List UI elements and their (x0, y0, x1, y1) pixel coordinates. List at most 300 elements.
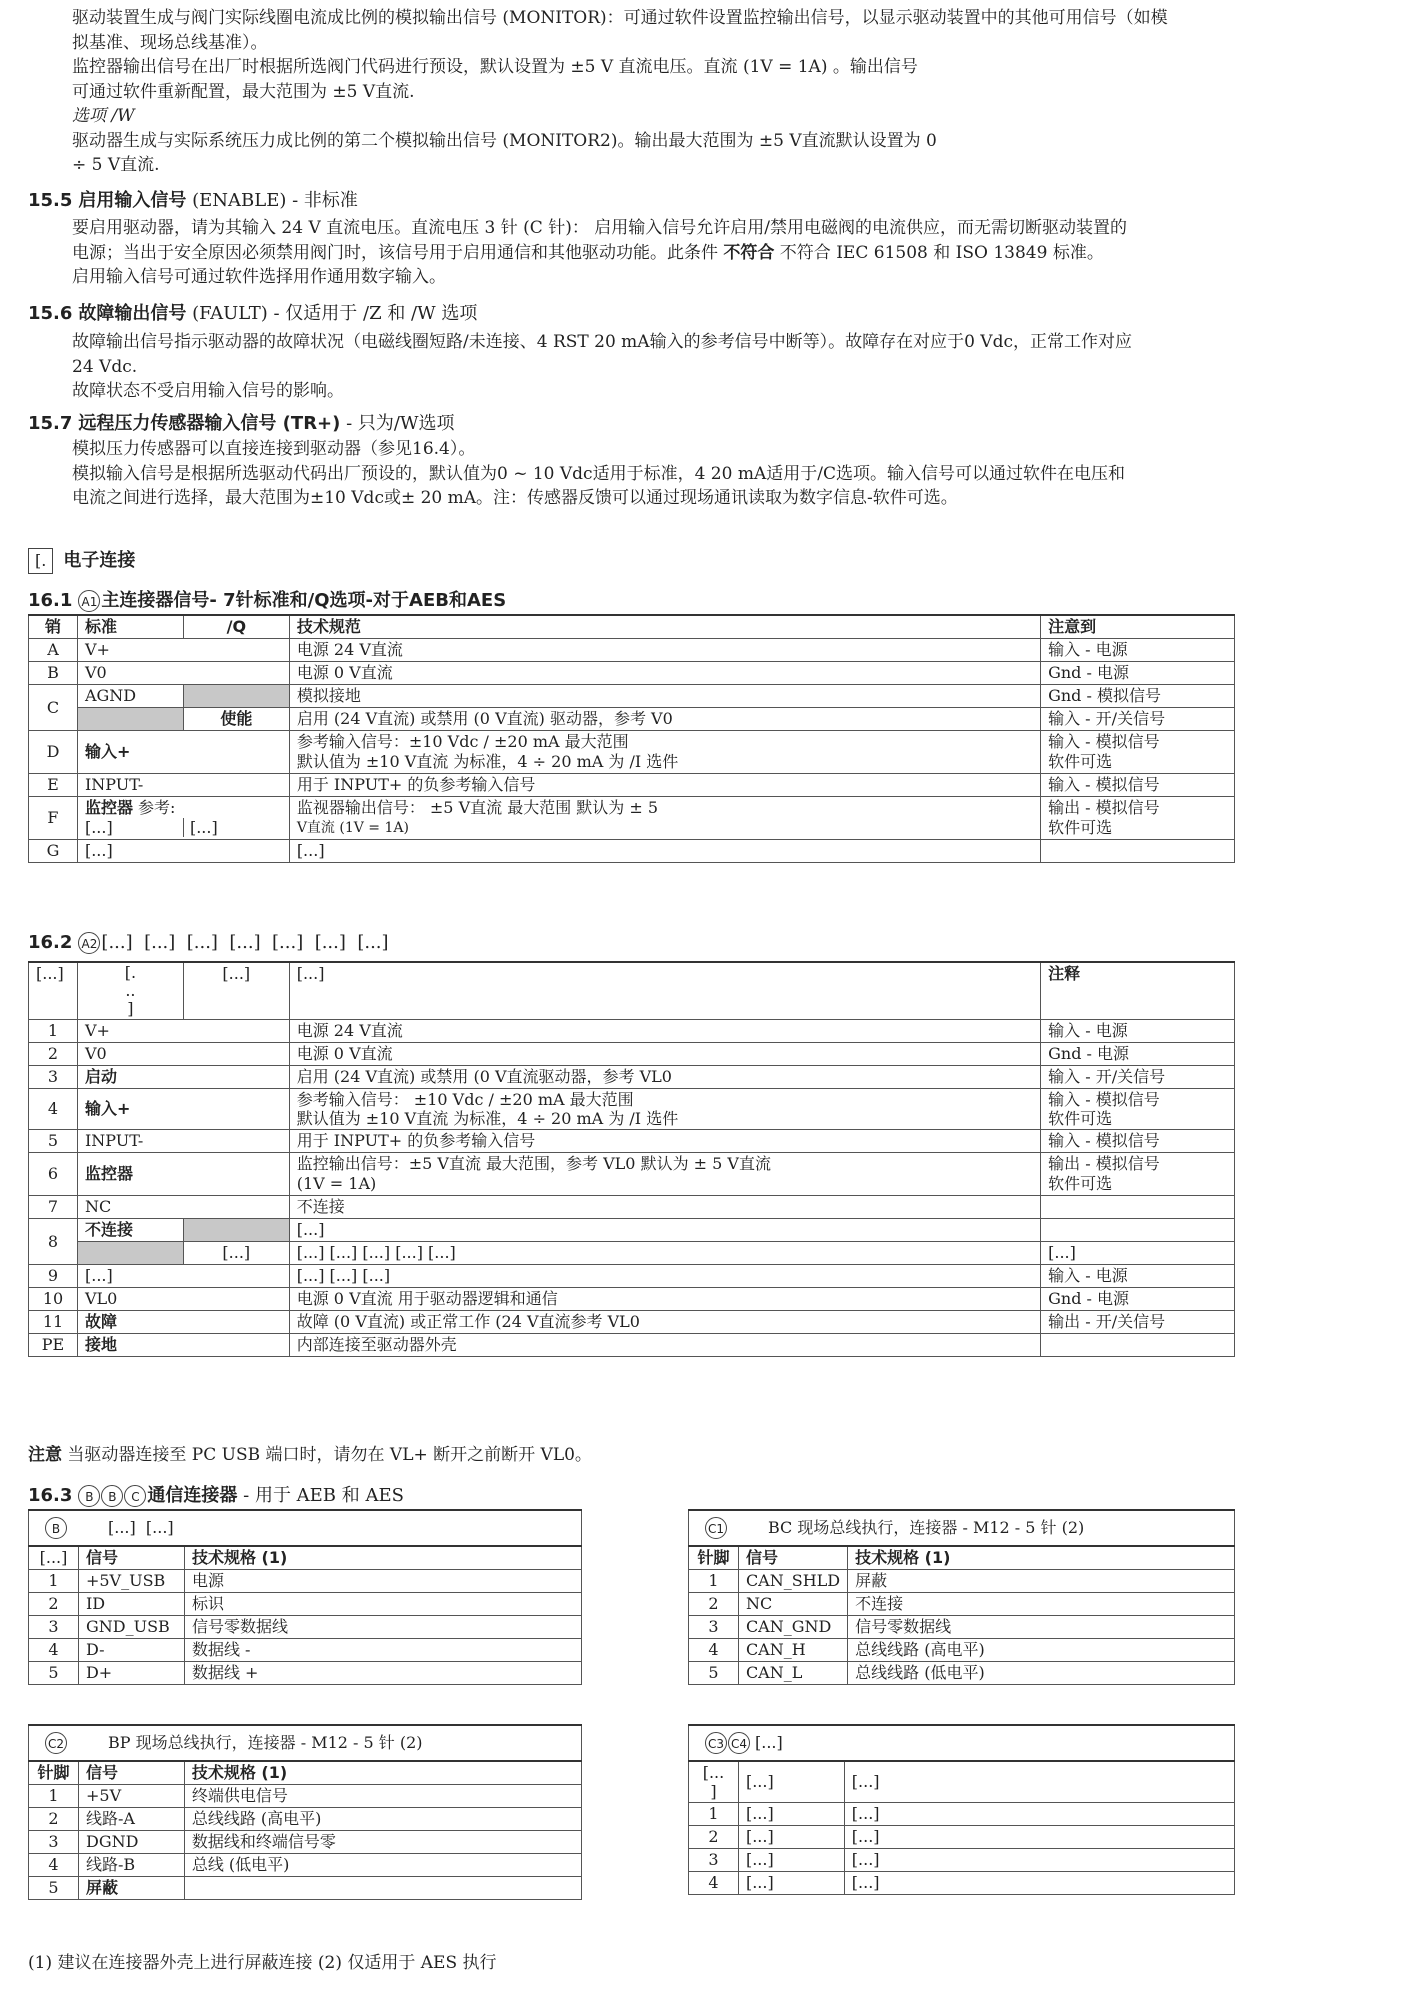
table-row (29, 1020, 1235, 1043)
note-cell (1041, 1196, 1235, 1219)
table-row (29, 639, 1235, 662)
spec-cell: 电源 24 V直流 (289, 1020, 1040, 1043)
table-row (29, 1808, 582, 1831)
header-spec: 技术规格 (1) (848, 1546, 1235, 1570)
pin-cell: 9 (29, 1265, 78, 1288)
text-line: 模拟压力传感器可以直接连接到驱动器（参见16.4）。 (72, 439, 476, 459)
pin-cell: 4 (29, 1639, 79, 1662)
pin-cell: 1 (29, 1020, 78, 1043)
signal-cell: 输入+ (77, 1089, 289, 1130)
signal-cell: 启动 (77, 1066, 289, 1089)
header-pin: 销 (29, 615, 78, 639)
na-cell (183, 1219, 289, 1242)
note-cell: 输入 - 电源 (1041, 1020, 1235, 1043)
spec-cell: 启用 (24 V直流) 或禁用 (0 V直流驱动器，参考 VL0 (289, 1066, 1040, 1089)
text-line: 驱动器生成与实际系统压力成比例的第二个模拟输出信号 (MONITOR2)。输出最大范围为 ±5 V直流默认设置为 0 (72, 130, 937, 151)
note-line: 软件可选 (1048, 818, 1113, 837)
note-cell (1041, 1153, 1235, 1196)
section-number: 16.3 (28, 1485, 73, 1506)
header-line: [. (124, 963, 137, 982)
pin-cell: 6 (29, 1153, 78, 1196)
bc-fieldbus-table (688, 1509, 1235, 1685)
table-title-text: BC 现场总线执行，连接器 - M12 - 5 针 (2) (768, 1517, 1085, 1537)
table-row (29, 1616, 582, 1639)
spec-cell (289, 1089, 1040, 1130)
signal-line (85, 818, 282, 838)
pin-cell: F (29, 797, 78, 840)
section-title: 故障输出信号 (78, 303, 187, 324)
pin-cell: 4 (689, 1872, 739, 1895)
spec-cell (289, 1153, 1040, 1196)
pin-cell: 2 (689, 1826, 739, 1849)
note-cell: 输入 - 模拟信号 (1041, 1130, 1235, 1153)
text-line (72, 241, 1272, 266)
section-title: 主连接器信号- 7针标准和/Q选项-对于AEB和AES (101, 590, 507, 611)
spec-cell: 信号零数据线 (184, 1616, 581, 1639)
note-label: 注意 (28, 1445, 62, 1465)
spec-line: 监视器输出信号： ±5 V直流 最大范围 默认为 ± 5 (296, 798, 659, 817)
spec-cell: [...] (289, 1219, 1040, 1242)
note-cell: Gnd - 电源 (1041, 662, 1235, 685)
header-spec: 技术规格 (1) (184, 1761, 581, 1785)
signal-cell: [...] (738, 1849, 844, 1872)
table-row (29, 1311, 1235, 1334)
table-row (29, 1662, 582, 1685)
spec-cell: [...] (844, 1803, 1234, 1826)
table-row (29, 1153, 1235, 1196)
signal-cell: INPUT- (77, 774, 289, 797)
signal-cell: CAN_SHLD (738, 1570, 847, 1593)
pin-cell: 4 (29, 1854, 79, 1877)
spec-line: V直流 (1V = 1A) (296, 820, 409, 836)
table-row (29, 1785, 582, 1808)
section-heading-16-2 (28, 932, 389, 954)
connector-c2-icon: C2 (45, 1732, 67, 1754)
pin-cell: 3 (689, 1849, 739, 1872)
spec-cell: 不连接 (289, 1196, 1040, 1219)
table-row (29, 1570, 582, 1593)
spec-cell: 信号零数据线 (848, 1616, 1235, 1639)
text-line: 驱动装置生成与阀门实际线圈电流成比例的模拟输出信号 (MONITOR)：可通过软件设置监控输出信号，以显示驱动装置中的其他可用信号（如模 (72, 8, 1168, 28)
header-line: .. (125, 981, 136, 1000)
na-cell (77, 1242, 183, 1265)
text-line: 启用输入信号可通过软件选择用作通用数字输入。 (72, 267, 446, 287)
note-cell: 输入 - 开/关信号 (1041, 708, 1235, 731)
signal-cell: 使能 (183, 708, 289, 731)
table-row (29, 1265, 1235, 1288)
table-title-text: [...] (755, 1732, 783, 1752)
table-row (29, 1288, 1235, 1311)
connector-b-icon: B (78, 1485, 100, 1507)
signal-cell: [...] (738, 1872, 844, 1895)
spec-cell: 总线 (低电平) (184, 1854, 581, 1877)
table-row (29, 662, 1235, 685)
signal-cell: 输入+ (77, 731, 289, 774)
spec-cell: 电源 0 V直流 (289, 1043, 1040, 1066)
spec-line: 参考输入信号： ±10 Vdc / ±20 mA 最大范围 (296, 1090, 634, 1109)
table-header-row (29, 1761, 582, 1785)
note-text: 当驱动器连接至 PC USB 端口时，请勿在 VL+ 断开之前断开 VL0。 (62, 1445, 592, 1465)
text-line: 模拟输入信号是根据所选驱动代码出厂预设的，默认值为0 ~ 10 Vdc适用于标准，4 20 mA适用于/C选项。输入信号可以通过软件在电压和 (72, 463, 1125, 484)
table-title-row (689, 1510, 1235, 1546)
signal-cell: CAN_L (738, 1662, 847, 1685)
spec-cell: 用于 INPUT+ 的负参考输入信号 (289, 774, 1040, 797)
spec-cell: [...] (844, 1826, 1234, 1849)
pin-cell: 1 (689, 1570, 739, 1593)
pin-cell: 10 (29, 1288, 78, 1311)
connector-a1-icon: A1 (78, 590, 100, 612)
section-number: 15.7 (28, 413, 73, 434)
header-signal: 信号 (78, 1546, 184, 1570)
monitor-description (72, 6, 1272, 178)
connector-b-icon: B (101, 1485, 123, 1507)
signal-cell: +5V (78, 1785, 184, 1808)
table-row (689, 1803, 1235, 1826)
section-title: [...] [...] [...] [...] [...] [...] [...] (101, 932, 389, 953)
table-header-row (689, 1546, 1235, 1570)
signal-cell: VL0 (77, 1288, 289, 1311)
section-title-rest: - 用于 AEB 和 AES (237, 1485, 404, 1506)
table-row (29, 797, 1235, 840)
connector-b-icon: B (45, 1517, 67, 1539)
section-title: 通信连接器 (147, 1485, 238, 1506)
section-title-rest: (ENABLE) - 非标准 (186, 190, 358, 211)
section-heading-16-1 (28, 586, 506, 612)
bold-text: 监控器 (84, 798, 133, 817)
table-title (29, 1510, 582, 1546)
text-span: 不符合 IEC 61508 和 ISO 13849 标准。 (774, 242, 1104, 263)
signal-cell: GND_USB (78, 1616, 184, 1639)
note-line: 输入 - 模拟信号 (1048, 1090, 1160, 1109)
table-title (29, 1725, 582, 1761)
signal-cell: ID (78, 1593, 184, 1616)
pin-cell: 2 (29, 1593, 79, 1616)
signal-cell: 监控器 (77, 1153, 289, 1196)
header-line: [... (702, 1763, 725, 1782)
table-header-row (29, 615, 1235, 639)
spec-cell: 故障 (0 V直流) 或正常工作 (24 V直流参考 VL0 (289, 1311, 1040, 1334)
pin-cell: 1 (29, 1785, 79, 1808)
pin-cell: 3 (689, 1616, 739, 1639)
note-cell (1041, 797, 1235, 840)
section-number: 15.5 (28, 190, 73, 211)
na-cell (77, 708, 183, 731)
section-heading-16 (28, 546, 135, 574)
spec-cell: 标识 (184, 1593, 581, 1616)
table-row (689, 1639, 1235, 1662)
pin-cell: 5 (29, 1877, 79, 1900)
table-row (29, 1196, 1235, 1219)
signal-cell: 接地 (77, 1334, 289, 1357)
note-line: 输出 - 模拟信号 (1048, 1154, 1160, 1173)
signal-line (85, 798, 282, 818)
note-cell: 输入 - 模拟信号 (1041, 774, 1235, 797)
header-spec: 技术规范 (289, 615, 1040, 639)
pin-cell: G (29, 840, 78, 863)
spec-cell: 内部连接至驱动器外壳 (289, 1334, 1040, 1357)
header-line: ] (710, 1782, 717, 1801)
table-row (689, 1849, 1235, 1872)
header-spec: 技术规格 (1) (184, 1546, 581, 1570)
header-line: ] (127, 999, 134, 1018)
connector-c4-icon: C4 (728, 1732, 750, 1754)
text-span: 电源；当出于安全原因必须禁用阀门时，该信号用于启用通信和其他驱动功能。此条件 (72, 242, 724, 263)
pin-cell: 1 (29, 1570, 79, 1593)
pin-cell: D (29, 731, 78, 774)
transducer-description (72, 437, 1272, 511)
table-row (29, 1831, 582, 1854)
spec-cell: 电源 (184, 1570, 581, 1593)
table-header-row (29, 962, 1235, 1020)
spec-line: 默认值为 ±10 V直流 为标准，4 ÷ 20 mA 为 /I 选件 (296, 752, 679, 771)
spec-cell: 总线线路 (低电平) (848, 1662, 1235, 1685)
spec-cell: 不连接 (848, 1593, 1235, 1616)
signal-cell: D- (78, 1639, 184, 1662)
signal-cell: [...] (738, 1826, 844, 1849)
section-number: 15.6 (28, 303, 73, 324)
text-line: 电流之间进行选择，最大范围为±10 Vdc或± 20 mA。注：传感器反馈可以通过现场通讯读取为数字信息-软件可选。 (72, 488, 958, 508)
pin-cell: 5 (29, 1130, 78, 1153)
header-pin: 针脚 (29, 1761, 79, 1785)
connector-c3-icon: C3 (705, 1732, 727, 1754)
table-row (29, 1043, 1235, 1066)
table-row (689, 1662, 1235, 1685)
pin-cell: 3 (29, 1616, 79, 1639)
signal-cell: 故障 (77, 1311, 289, 1334)
signal-cell: +5V_USB (78, 1570, 184, 1593)
signal-cell (77, 797, 289, 840)
spec-cell: 用于 INPUT+ 的负参考输入信号 (289, 1130, 1040, 1153)
section-box: [. (28, 548, 53, 574)
pin-cell: 1 (689, 1803, 739, 1826)
header-notes: 注释 (1041, 962, 1235, 1020)
pin-cell: 5 (689, 1662, 739, 1685)
note-cell (1041, 1334, 1235, 1357)
header-spec: [...] (844, 1761, 1234, 1803)
signal-cell: 线路-B (78, 1854, 184, 1877)
table-row (689, 1616, 1235, 1639)
signal-cell: CAN_H (738, 1639, 847, 1662)
spec-cell: 数据线 + (184, 1662, 581, 1685)
section-heading-15-6 (28, 299, 477, 325)
pin-cell: A (29, 639, 78, 662)
spec-cell: 终端供电信号 (184, 1785, 581, 1808)
main-connector-12pin-table (28, 961, 1235, 1357)
header-notes: 注意到 (1041, 615, 1235, 639)
section-title: 电子连接 (63, 550, 136, 571)
pin-cell: 3 (29, 1066, 78, 1089)
note-cell (1041, 1089, 1235, 1130)
spec-cell: 数据线和终端信号零 (184, 1831, 581, 1854)
table-row (689, 1570, 1235, 1593)
usb-connector-table (28, 1509, 582, 1685)
text-line: 24 Vdc. (72, 356, 138, 377)
header-pin: [...] (29, 962, 78, 1020)
note-cell: 输入 - 电源 (1041, 1265, 1235, 1288)
table-row (29, 1219, 1235, 1242)
table-row (29, 1593, 582, 1616)
signal-cell: V+ (77, 639, 289, 662)
spec-cell: 电源 24 V直流 (289, 639, 1040, 662)
footnote: (1) 建议在连接器外壳上进行屏蔽连接 (2) 仅适用于 AES 执行 (28, 1953, 497, 1973)
spec-cell: 电源 0 V直流 (289, 662, 1040, 685)
spec-cell: 屏蔽 (848, 1570, 1235, 1593)
spec-cell: 模拟接地 (289, 685, 1040, 708)
header-standard: 标准 (77, 615, 183, 639)
pin-cell: 2 (29, 1808, 79, 1831)
pin-cell: 3 (29, 1831, 79, 1854)
spec-cell: 启用 (24 V直流) 或禁用 (0 V直流) 驱动器，参考 V0 (289, 708, 1040, 731)
spec-line: 参考输入信号：±10 Vdc / ±20 mA 最大范围 (296, 732, 629, 751)
signal-cell: INPUT- (77, 1130, 289, 1153)
pin-cell: 4 (689, 1639, 739, 1662)
section-title: 启用输入信号 (78, 190, 187, 211)
spec-cell: 总线线路 (高电平) (848, 1639, 1235, 1662)
enable-description (72, 216, 1272, 290)
note-line: 软件可选 (1048, 1174, 1113, 1193)
text-line: 故障状态不受启用输入信号的影响。 (72, 381, 344, 401)
section-heading-15-5 (28, 186, 358, 212)
table-row (29, 774, 1235, 797)
text-span: [...] (84, 818, 113, 837)
pin-cell: E (29, 774, 78, 797)
pin-cell: PE (29, 1334, 78, 1357)
header-signal: 信号 (78, 1761, 184, 1785)
table-row (29, 1334, 1235, 1357)
spec-cell: [...] [...] [...] (289, 1265, 1040, 1288)
section-heading-16-3 (28, 1481, 404, 1507)
option-label: 选项 /W (72, 106, 135, 126)
table-row (29, 1066, 1235, 1089)
spec-cell (289, 797, 1040, 840)
note-cell (1041, 731, 1235, 774)
c3-c4-connector-table (688, 1724, 1235, 1895)
note-cell: 输出 - 开/关信号 (1041, 1311, 1235, 1334)
connector-a2-icon: A2 (78, 932, 100, 954)
header-signal: 信号 (738, 1546, 847, 1570)
pin-cell: C (29, 685, 78, 731)
signal-cell: 线路-A (78, 1808, 184, 1831)
table-title (689, 1725, 1235, 1761)
spec-line: 默认值为 ±10 V直流 为标准，4 ÷ 20 mA 为 /I 选件 (296, 1109, 679, 1128)
section-title: 远程压力传感器输入信号 (TR+) (78, 413, 341, 434)
signal-cell: CAN_GND (738, 1616, 847, 1639)
pin-cell: 2 (29, 1043, 78, 1066)
section-number: 16.1 (28, 590, 73, 611)
table-row (29, 685, 1235, 708)
header-spec: [...] (289, 962, 1040, 1020)
table-title (689, 1510, 1235, 1546)
table-row (29, 1877, 582, 1900)
spec-cell (184, 1877, 581, 1900)
table-header-row (689, 1761, 1235, 1803)
section-title-rest: (FAULT) - 仅适用于 /Z 和 /W 选项 (186, 303, 478, 324)
table-row (29, 1089, 1235, 1130)
text-line: 故障输出信号指示驱动器的故障状况（电磁线圈短路/未连接、4 RST 20 mA输入的参考信号中断等）。故障存在对应于0 Vdc，正常工作对应 (72, 332, 1132, 352)
pin-cell: 8 (29, 1219, 78, 1265)
spec-cell: [...] [...] [...] [...] [...] (289, 1242, 1040, 1265)
table-title-text: BP 现场总线执行，连接器 - M12 - 5 针 (2) (108, 1732, 423, 1752)
header-q: /Q (183, 615, 289, 639)
pin-cell: 5 (29, 1662, 79, 1685)
text-span: 参考: (132, 798, 176, 817)
pin-cell: B (29, 662, 78, 685)
signal-cell: D+ (78, 1662, 184, 1685)
signal-cell: [...] (77, 840, 289, 863)
main-connector-7pin-table (28, 614, 1235, 863)
table-row (689, 1826, 1235, 1849)
table-row (29, 731, 1235, 774)
header-standard (77, 962, 183, 1020)
na-cell (183, 685, 289, 708)
note-cell (1041, 1219, 1235, 1242)
signal-cell: V+ (77, 1020, 289, 1043)
note-line: 软件可选 (1048, 752, 1113, 771)
spec-cell: 总线线路 (高电平) (184, 1808, 581, 1831)
note-cell (1041, 840, 1235, 863)
note-cell: 输入 - 电源 (1041, 639, 1235, 662)
note-cell: Gnd - 模拟信号 (1041, 685, 1235, 708)
table-row (29, 1854, 582, 1877)
signal-cell: NC (77, 1196, 289, 1219)
signal-cell: [...] (183, 1242, 289, 1265)
section-heading-15-7 (28, 409, 454, 435)
note-line: 输出 - 模拟信号 (1048, 798, 1160, 817)
pin-cell: 4 (29, 1089, 78, 1130)
signal-cell: V0 (77, 662, 289, 685)
spec-line: 监控输出信号：±5 V直流 最大范围，参考 VL0 默认为 ± 5 V直流 (296, 1154, 771, 1173)
table-title-row (689, 1725, 1235, 1761)
signal-cell: NC (738, 1593, 847, 1616)
fault-description (72, 330, 1272, 404)
connector-c-icon: C (124, 1485, 146, 1507)
signal-cell: [...] (77, 1265, 289, 1288)
table-title-row (29, 1510, 582, 1546)
spec-cell: 电源 0 V直流 用于驱动器逻辑和通信 (289, 1288, 1040, 1311)
table-row (689, 1872, 1235, 1895)
bold-text: 不符合 (723, 242, 775, 263)
table-row (29, 840, 1235, 863)
text-line: 要启用驱动器，请为其输入 24 V 直流电压。直流电压 3 针 (C 针)： 启用输入信号允许启用/禁用电磁阀的电流供应，而无需切断驱动装置的 (72, 218, 1127, 238)
note-cell: [...] (1041, 1242, 1235, 1265)
spec-cell: [...] (844, 1872, 1234, 1895)
signal-cell: 不连接 (77, 1219, 183, 1242)
header-pin (689, 1761, 739, 1803)
spec-cell: 数据线 - (184, 1639, 581, 1662)
table-row (689, 1593, 1235, 1616)
table-row (29, 1130, 1235, 1153)
text-line: ÷ 5 V直流. (72, 155, 160, 175)
header-signal: [...] (738, 1761, 844, 1803)
table-row (29, 1639, 582, 1662)
usb-note (28, 1440, 592, 1465)
bp-fieldbus-table (28, 1724, 582, 1900)
text-line: 拟基准、现场总线基准）。 (72, 32, 268, 53)
text-line: 可通过软件重新配置，最大范围为 ±5 V直流. (72, 81, 415, 102)
note-cell: 输入 - 开/关信号 (1041, 1066, 1235, 1089)
signal-cell: 屏蔽 (78, 1877, 184, 1900)
signal-cell: V0 (77, 1043, 289, 1066)
section-number: 16.2 (28, 932, 73, 953)
pin-cell: 2 (689, 1593, 739, 1616)
table-header-row (29, 1546, 582, 1570)
header-q: [...] (183, 962, 289, 1020)
text-span: [...] (183, 818, 218, 837)
note-cell: Gnd - 电源 (1041, 1043, 1235, 1066)
table-row (29, 708, 1235, 731)
section-title-rest: - 只为/W选项 (340, 413, 455, 434)
table-title-text: [...] [...] (108, 1517, 174, 1537)
